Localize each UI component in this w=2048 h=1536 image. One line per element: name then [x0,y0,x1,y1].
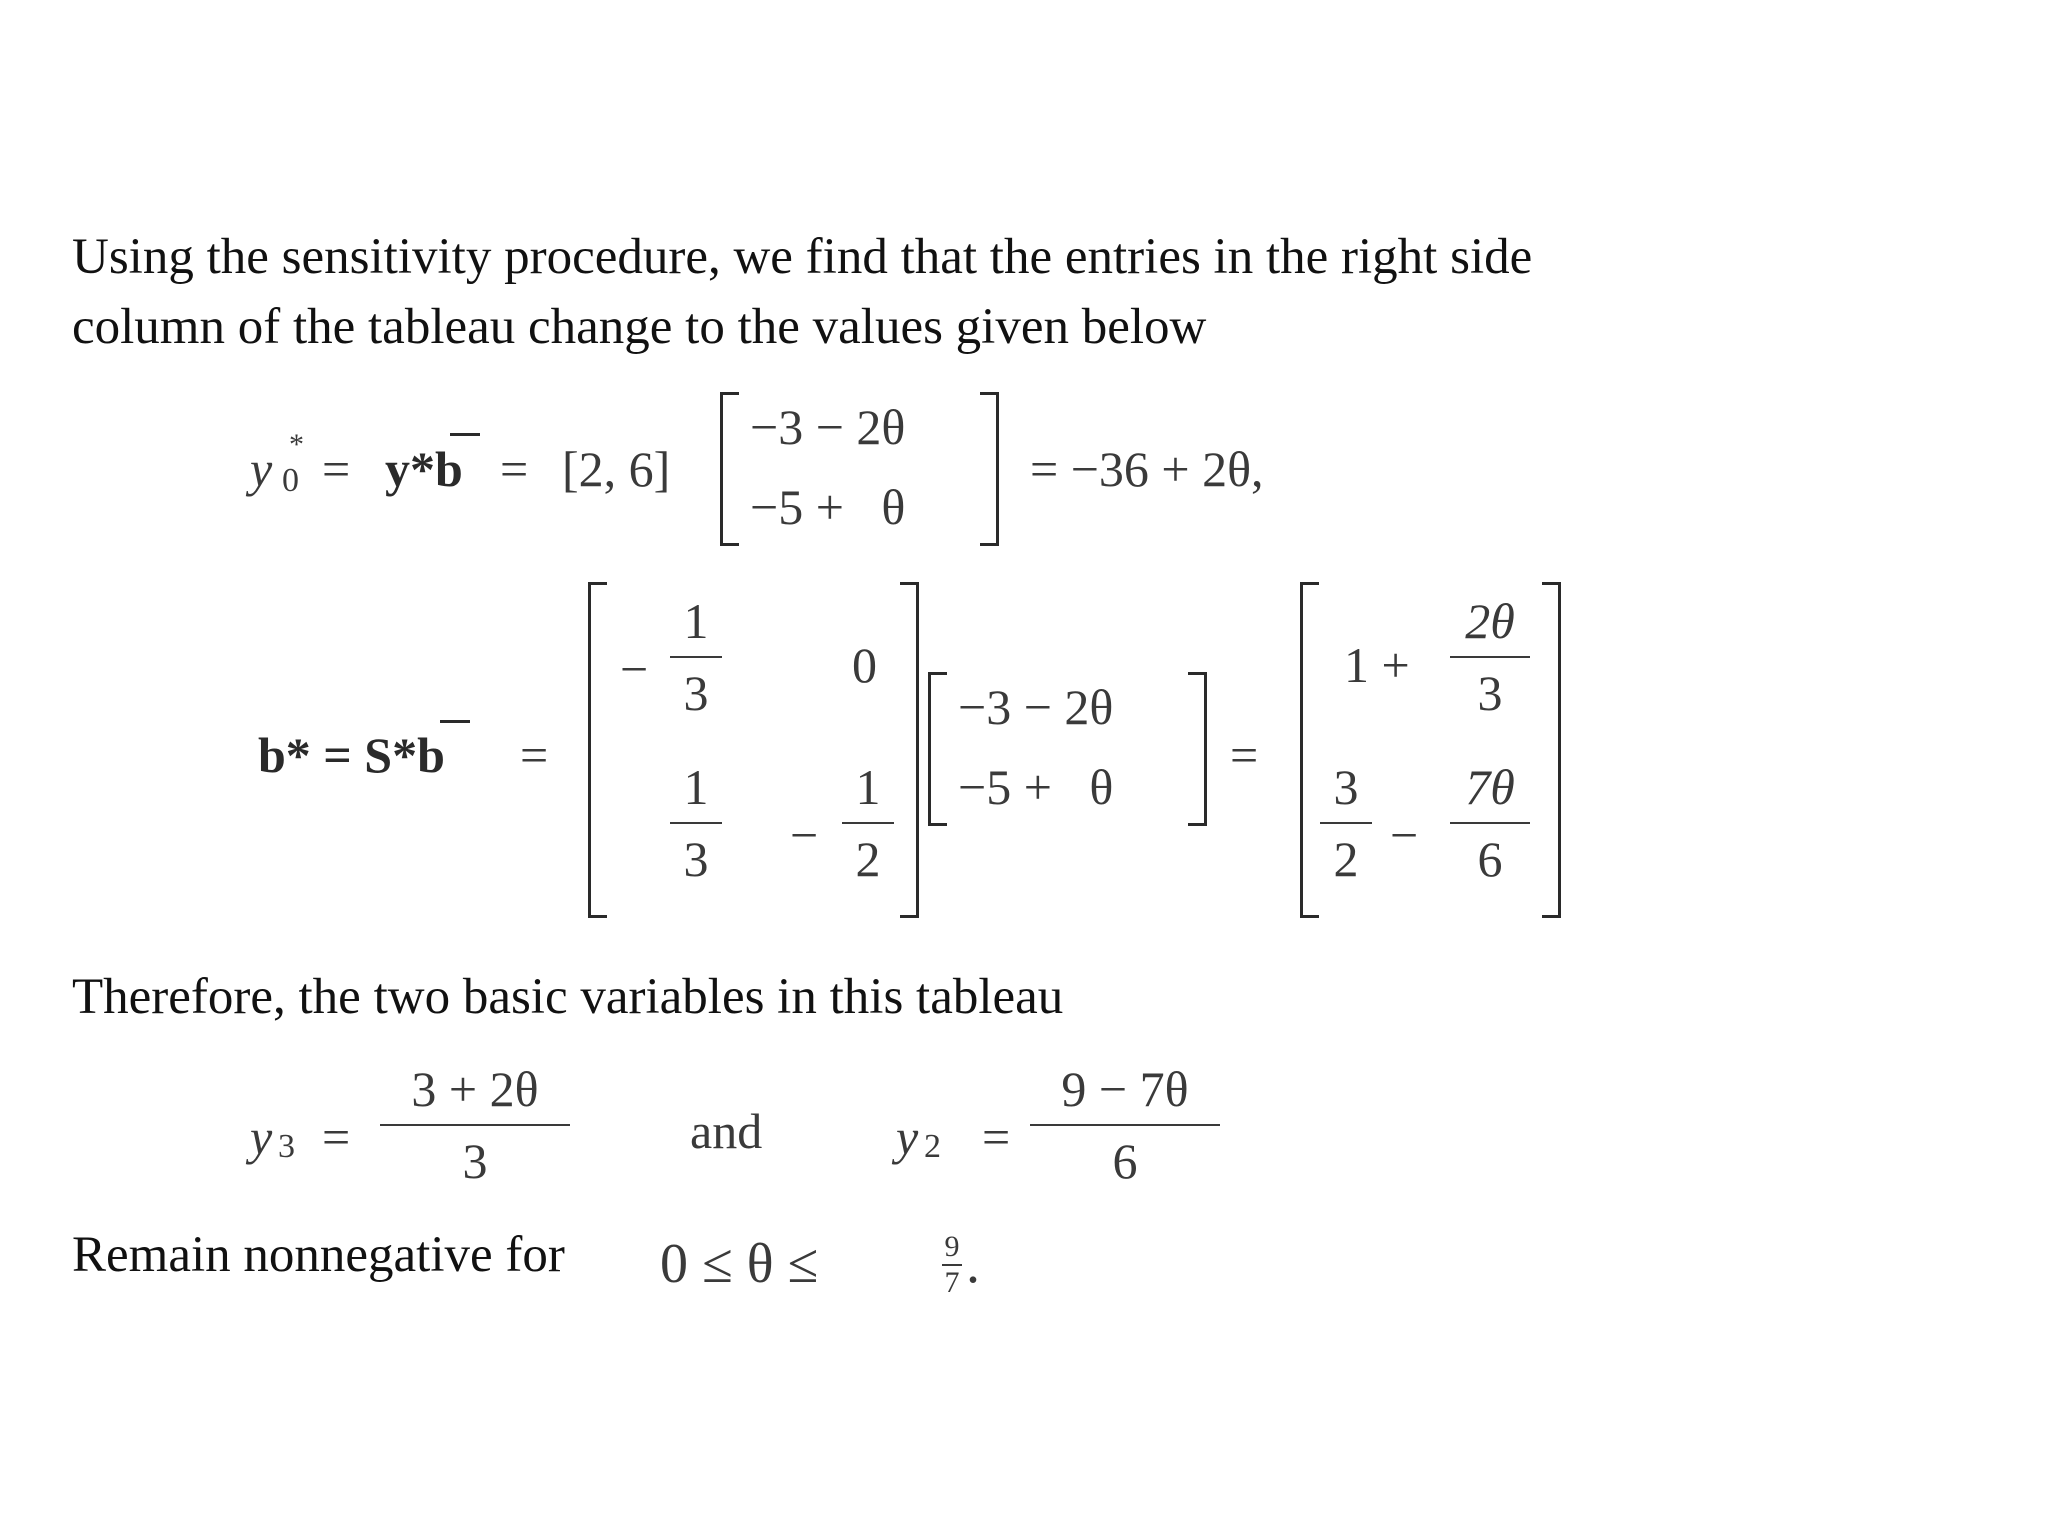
eq1-col-1: −3 − 2θ [750,399,906,455]
eq2-col-bracket-left [928,672,947,826]
eq3-y2-var: y [896,1109,919,1165]
eq1-col-2: −5 + θ [750,479,906,535]
eq2-matrix-bracket-left [588,582,607,918]
eq1-bracket-right [980,392,999,546]
eq2-m-r1c1-frac [670,592,722,722]
eq2-r1-prefix: 1 + [1344,637,1410,693]
final-frac-num: 9 [944,1230,960,1263]
eq2-r2-den-a: 2 [1333,831,1359,887]
eq2-m-r2c2-frac [842,758,894,888]
fraction-bar [1450,656,1530,658]
eq3-y3-den: 3 [462,1133,488,1189]
fraction-bar [1320,822,1372,824]
eq1-vector: [2, 6] [562,441,671,497]
eq1-eq-sign: = [322,441,351,497]
eq1-eq-sign-2: = [500,441,529,497]
eq1-overbar [450,433,480,436]
eq3-y2-num: 9 − 7θ [1061,1061,1189,1117]
fraction-bar [1030,1124,1220,1126]
final-inequality: 0 ≤ θ ≤ [660,1233,819,1295]
eq1-lhs-sub: 0 [282,462,299,499]
eq1-rhs: = −36 + 2θ, [1030,441,1264,497]
eq3-y3-num: 3 + 2θ [411,1061,539,1117]
eq3-eq-sign: = [322,1109,351,1165]
eq2-m-r2c1-num: 1 [683,759,709,815]
eq2-r2-num-a: 3 [1333,759,1359,815]
intro-line-1: Using the sensitivity procedure, we find that the entries in the right side [72,229,1533,285]
eq2-r2-den-b: 6 [1477,831,1503,887]
fraction-bar [380,1124,570,1126]
eq3-y2-sub: 2 [924,1128,941,1165]
eq2-r1-frac [1450,592,1530,722]
eq3-eq-sign-2: = [982,1109,1011,1165]
eq2-r2-num-b: 7θ [1465,759,1515,815]
final-fraction [942,1232,962,1298]
eq2-overbar [440,720,470,723]
eq3-y3-var: y [250,1109,273,1165]
eq1-lhs-sup: * [289,428,304,461]
eq2-m-r1c2: 0 [852,637,877,693]
eq3-y2-den: 6 [1112,1133,1138,1189]
eq2-col-2: −5 + θ [958,759,1114,815]
eq2-m-r2c2-den: 2 [855,831,881,887]
final-frac-den: 7 [944,1266,960,1299]
final-text: Remain nonnegative for [72,1227,565,1283]
eq2-r2-frac-a [1320,758,1372,888]
eq2-m-r2c1-frac [670,758,722,888]
eq2-result-bracket-left [1300,582,1319,918]
eq2-col-bracket-right [1188,672,1207,826]
eq2-col-1: −3 − 2θ [958,679,1114,735]
fraction-bar [1450,822,1530,824]
eq2-eq-sign: = [520,727,549,783]
eq2-m-r2c2-sign: − [790,807,819,863]
fraction-bar [670,656,722,658]
eq2-m-r1c1-num: 1 [683,593,709,649]
eq2-lhs: b* = S*b [258,727,445,783]
fraction-bar [842,822,894,824]
eq3-and: and [690,1103,763,1159]
eq2-r2-sign: − [1390,807,1419,863]
eq3-y3-sub: 3 [278,1128,295,1165]
eq1-bracket-left [720,392,739,546]
eq2-result-bracket-right [1542,582,1561,918]
eq3-y2-frac [1030,1060,1220,1190]
eq1-lhs-var: y [250,441,273,497]
eq1-mid: y*b [385,441,463,497]
intro-line-2: column of the tableau change to the values given below [72,299,1207,355]
eq2-r2-frac-b [1450,758,1530,888]
eq2-m-r1c1-sign: − [620,641,649,697]
eq2-m-r2c2-num: 1 [855,759,881,815]
eq2-r1-den: 3 [1477,665,1503,721]
eq2-matrix-bracket-right [900,582,919,918]
eq2-eq-sign-2: = [1230,727,1259,783]
eq2-m-r2c1-den: 3 [683,831,709,887]
final-period: . [966,1233,980,1295]
eq2-r1-num: 2θ [1465,593,1515,649]
eq3-y3-frac [380,1060,570,1190]
fraction-bar [670,822,722,824]
eq2-m-r1c1-den: 3 [683,665,709,721]
conclusion-line: Therefore, the two basic variables in this tableau [72,969,1064,1025]
